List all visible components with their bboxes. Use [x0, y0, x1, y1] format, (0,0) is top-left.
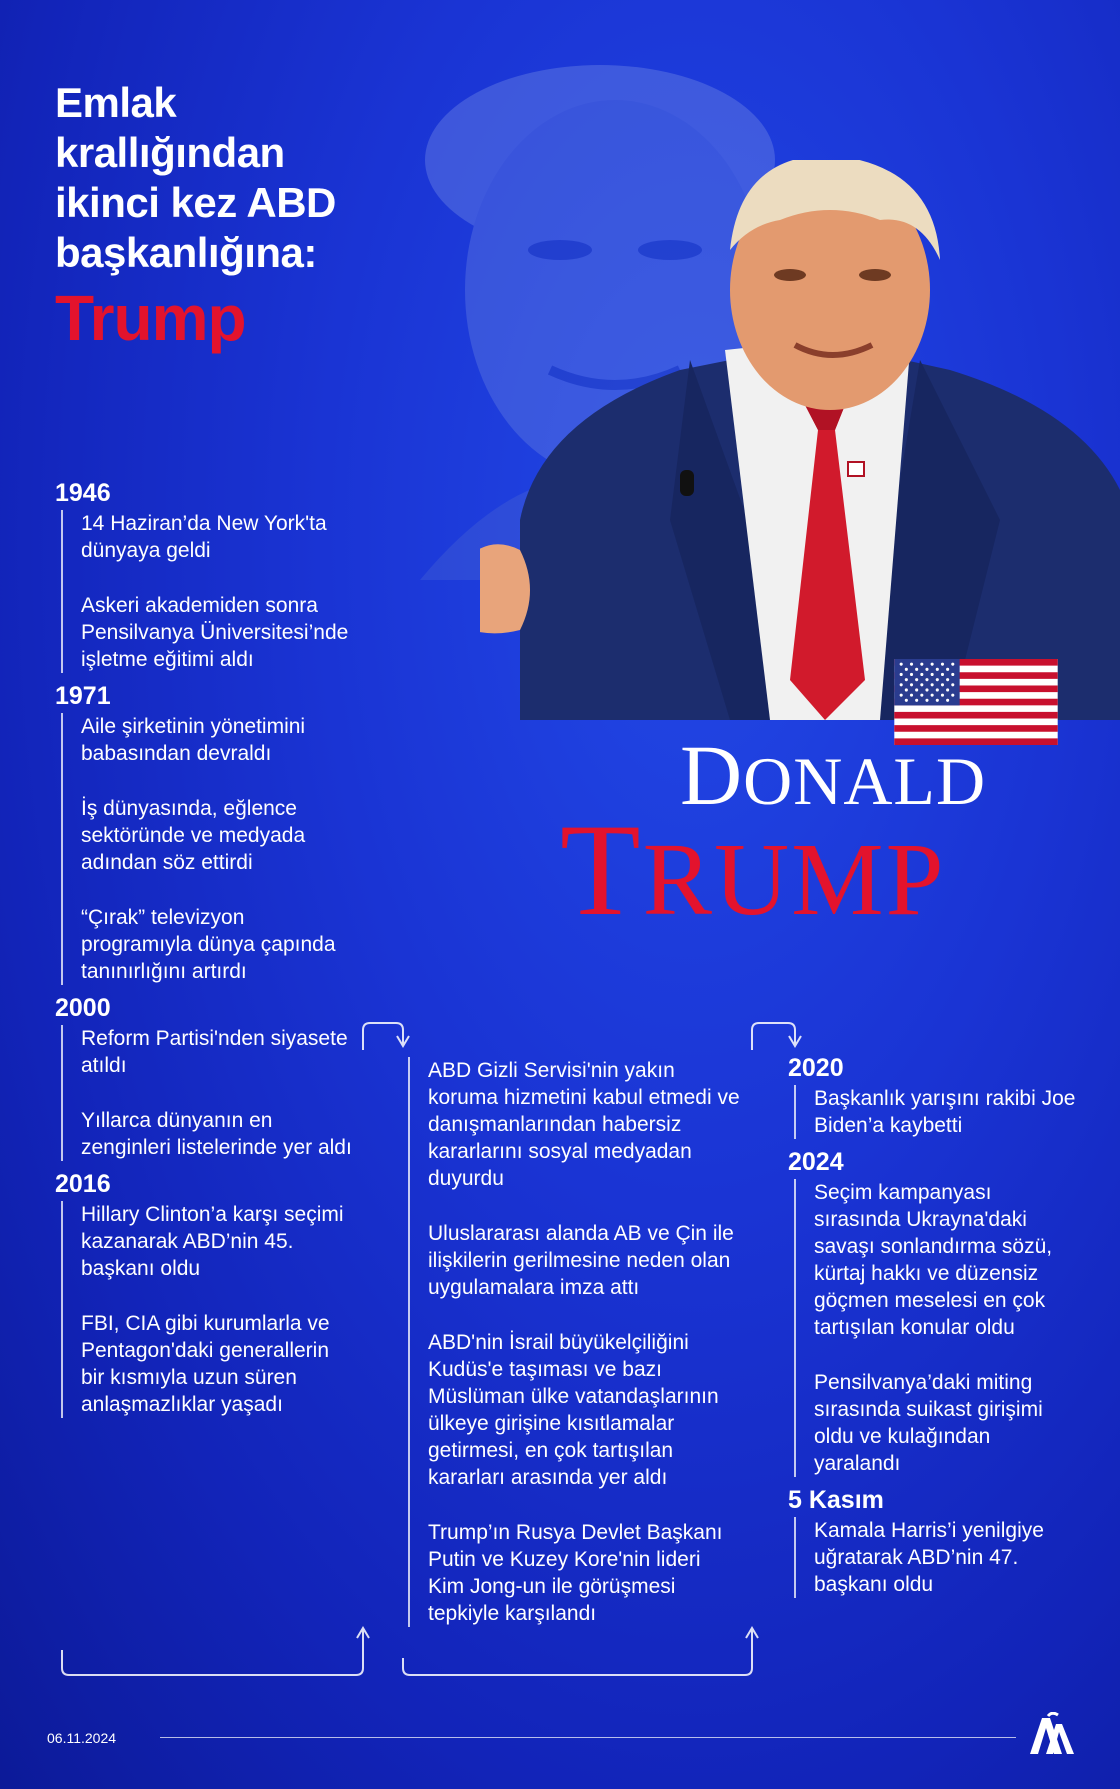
name-last-initial: T	[560, 796, 643, 943]
timeline-item: “Çırak” televizyon programıyla dünya çapında tanınırlığını artırdı	[81, 906, 336, 983]
timeline-item: 14 Haziran’da New York'ta dünyaya geldi	[81, 512, 327, 562]
timeline-year: 5 Kasım	[788, 1486, 884, 1514]
timeline-item: ABD'nin İsrail büyükelçiliğini Kudüs'e taşıması ve bazı Müslüman ülke vatandaşlarının ülkeye girişine kısıtlamalar getirmesi, en çok tartışılan kararları arasında yer aldı	[428, 1331, 719, 1489]
timeline-year: 2020	[788, 1054, 844, 1082]
name-last-rest: RUMP	[642, 822, 946, 937]
timeline-item: Yıllarca dünyanın en zenginleri listelerinde yer aldı	[81, 1109, 352, 1159]
name-first-initial: D	[680, 727, 744, 823]
headline-line: ikinci kez ABD	[55, 179, 336, 226]
timeline-item: Kamala Harris’i yenilgiye uğratarak ABD’nin 47. başkanı oldu	[814, 1519, 1044, 1596]
timeline-item: Pensilvanya’daki miting sırasında suikast girişimi oldu ve kulağından yaralandı	[814, 1371, 1043, 1475]
timeline-item: ABD Gizli Servisi'nin yakın koruma hizmetini kabul etmedi ve danışmanlarından habersiz kararlarını sosyal medyadan duyurdu	[428, 1059, 740, 1190]
timeline-item: Hillary Clinton’a karşı seçimi kazanarak ABD’nin 45. başkanı oldu	[81, 1203, 344, 1280]
timeline-year: 1946	[55, 479, 111, 507]
timeline-year: 2024	[788, 1148, 844, 1176]
headline-accent: Trump	[55, 282, 246, 354]
timeline-item: Trump’ın Rusya Devlet Başkanı Putin ve Kuzey Kore'nin lideri Kim Jong-un ile görüşmesi tepkiyle karşılandı	[428, 1521, 723, 1625]
aa-logo	[1028, 1712, 1076, 1756]
publish-date: 06.11.2024	[47, 1730, 117, 1746]
timeline-item: İş dünyasında, eğlence sektöründe ve medyada adından söz ettirdi	[81, 797, 306, 874]
timeline-item: Uluslararası alanda AB ve Çin ile ilişkilerin gerilmesine neden olan uygulamalara imza attı	[428, 1222, 734, 1299]
timeline-year: 2016	[55, 1170, 111, 1198]
timeline-year: 1971	[55, 682, 111, 710]
timeline-item: Seçim kampanyası sırasında Ukrayna'daki savaşı sonlandırma sözü, kürtaj hakkı ve düzensiz göçmen meselesi en çok tartışılan konular oldu	[814, 1181, 1053, 1339]
timeline-item: FBI, CIA gibi kurumlarla ve Pentagon'daki generallerin bir kısmıyla uzun süren anlaşmazlıklar yaşadı	[81, 1312, 330, 1416]
timeline-item: Başkanlık yarışını rakibi Joe Biden’a kaybetti	[814, 1087, 1076, 1137]
timeline-year: 2000	[55, 994, 111, 1022]
name-first-rest: ONALD	[743, 743, 987, 819]
headline-line: krallığından	[55, 129, 285, 176]
timeline-item: Askeri akademiden sonra Pensilvanya Üniversitesi’nde işletme eğitimi aldı	[81, 594, 349, 671]
timeline-item: Reform Partisi'nden siyasete atıldı	[81, 1027, 348, 1077]
headline-line: başkanlığına:	[55, 229, 317, 276]
headline-line: Emlak	[55, 79, 177, 126]
footer-divider	[160, 1737, 1016, 1738]
timeline-item: Aile şirketinin yönetimini babasından devraldı	[81, 715, 306, 765]
